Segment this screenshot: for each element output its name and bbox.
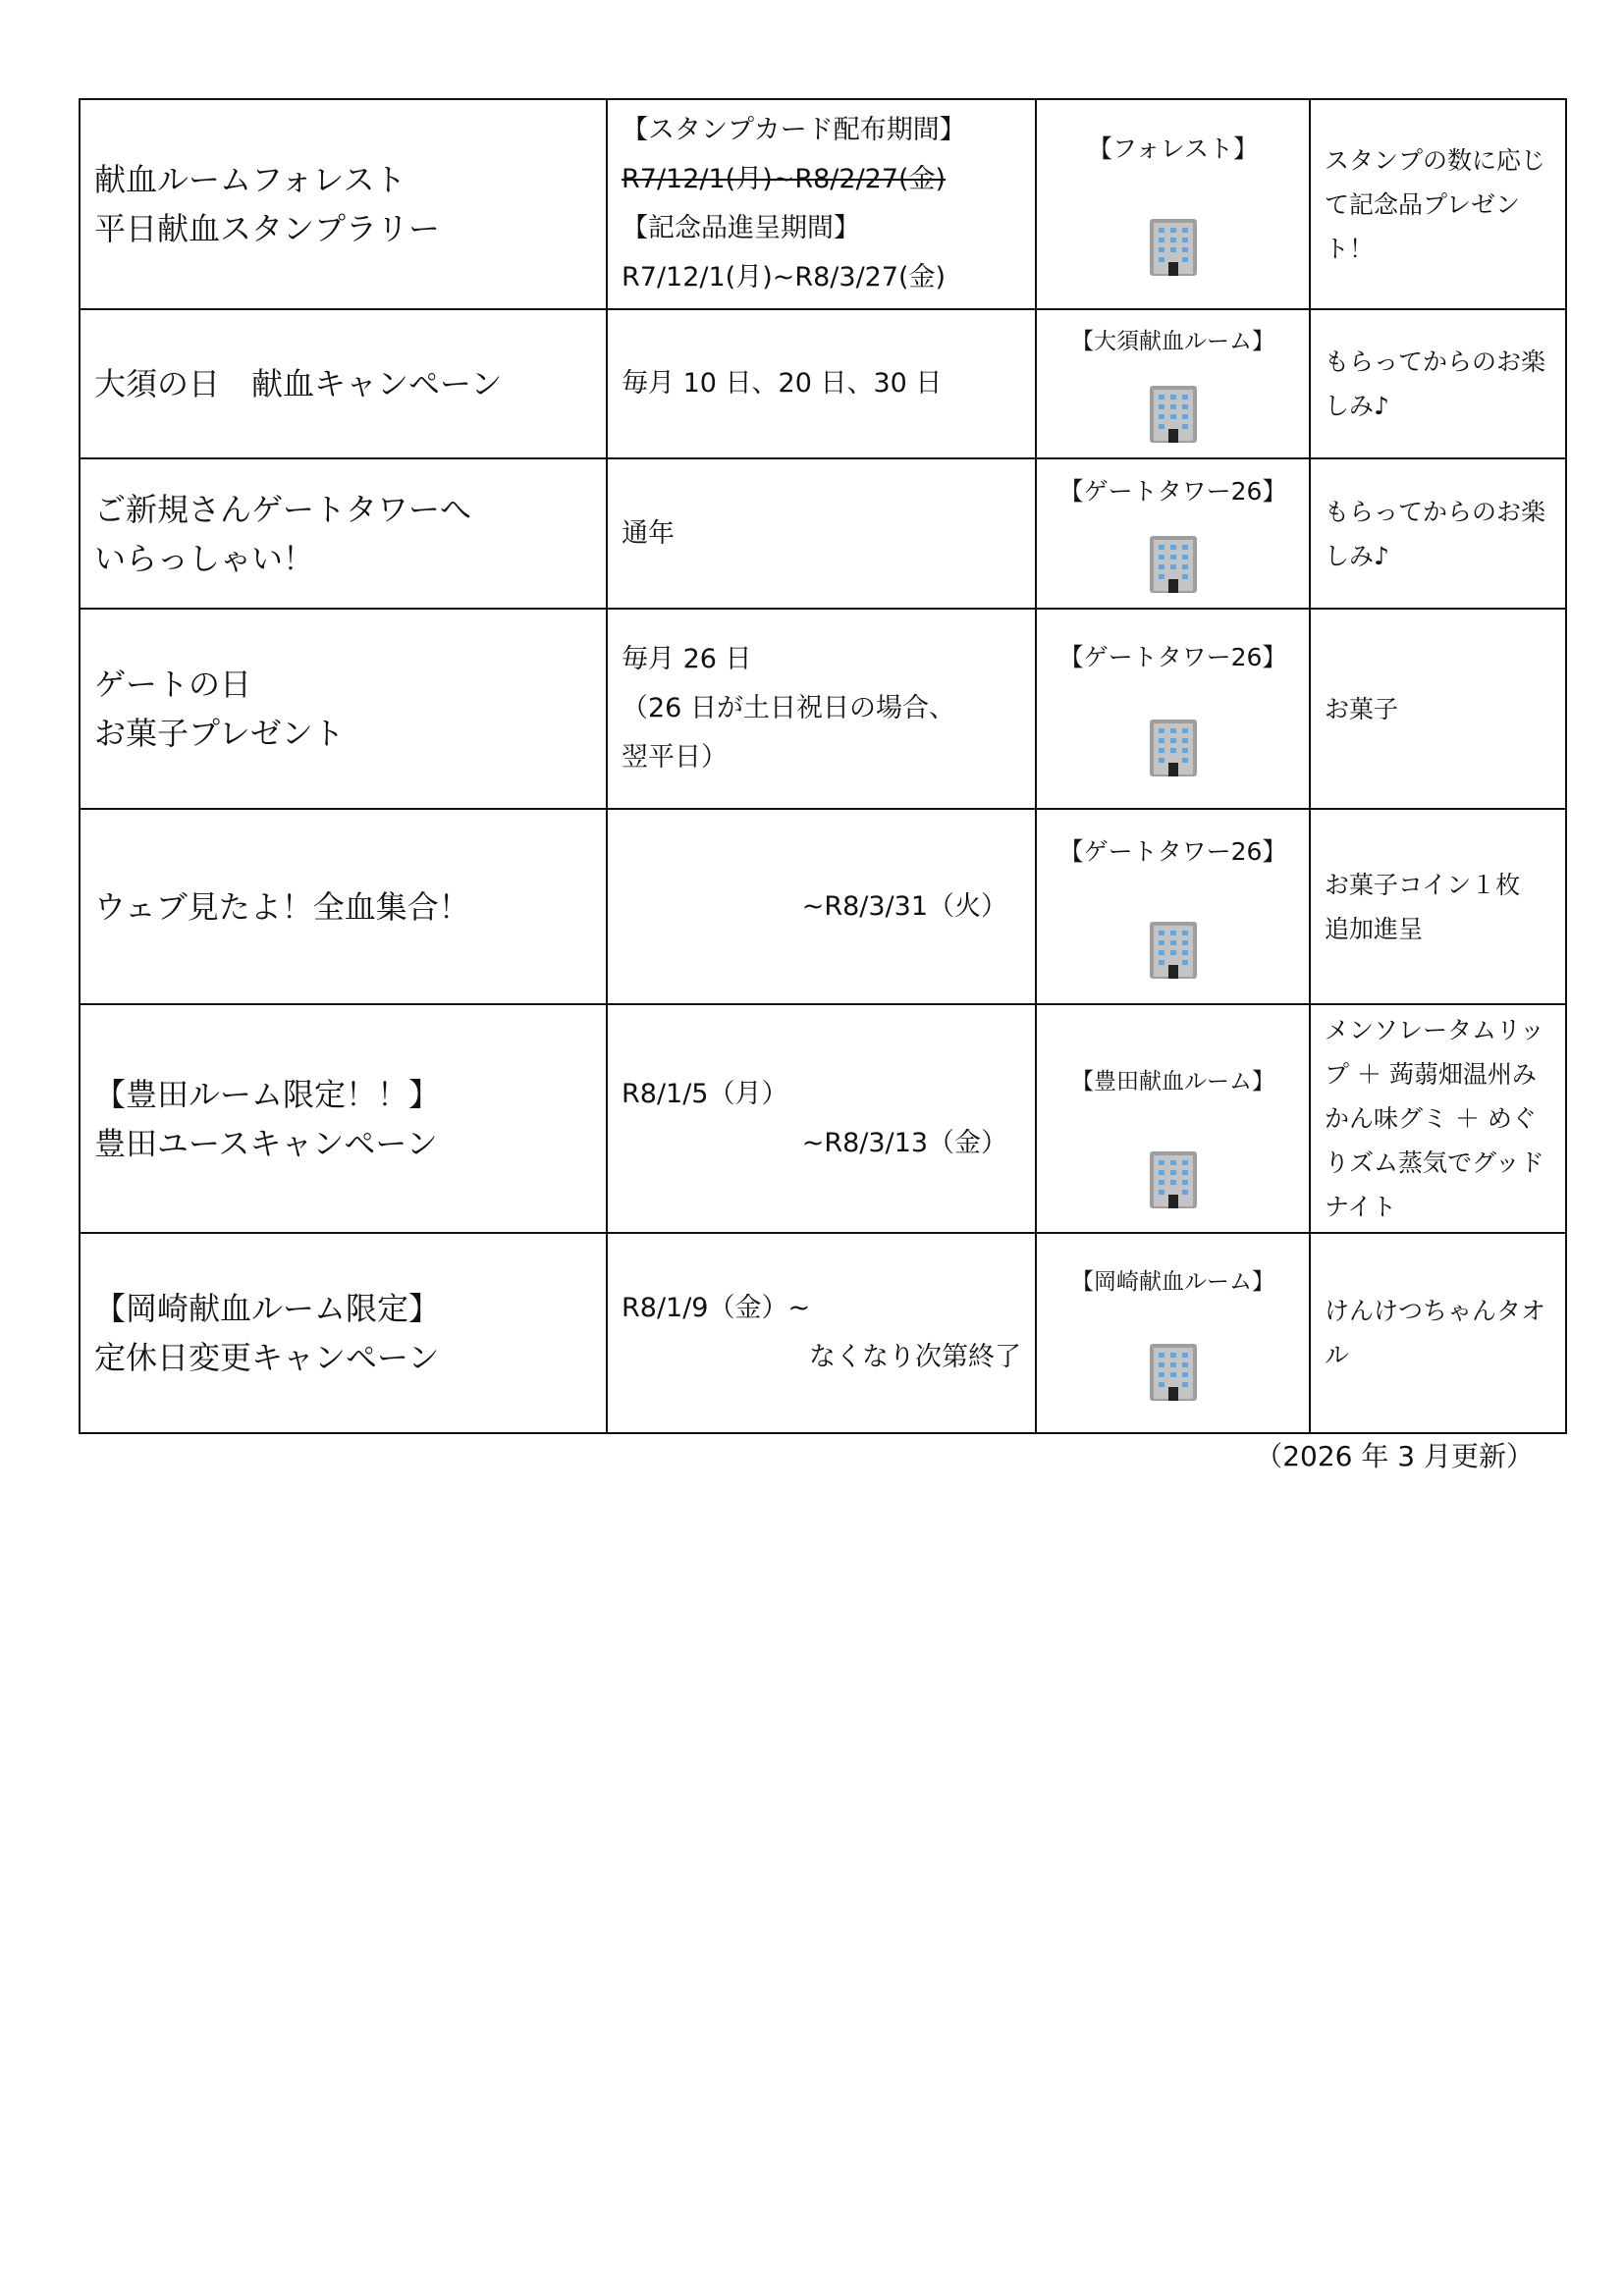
campaign-benefit — [1310, 609, 1566, 809]
period-line: （26 日が土日祝日の場合、 — [622, 693, 955, 723]
campaign-name — [80, 458, 607, 609]
campaign-benefit — [1310, 1233, 1566, 1433]
period-line: ~R8/3/13（金） — [801, 1127, 1007, 1158]
building-icon — [1144, 1146, 1203, 1208]
campaign-period — [607, 309, 1036, 458]
period-line: R8/1/9（金）~ — [622, 1293, 811, 1323]
campaign-location — [1036, 1004, 1310, 1233]
updated-date: （2026 年 3 月更新） — [1255, 1440, 1534, 1472]
campaign-name-line: 大須の日 献血キャンペーン — [94, 365, 503, 402]
period-line: なくなり次第終了 — [809, 1342, 1021, 1372]
location-label: 【豊田献血ルーム】 — [1071, 1068, 1274, 1095]
campaign-name — [80, 309, 607, 458]
campaign-name — [80, 809, 607, 1004]
campaign-name-line: 【豊田ルーム限定！！】 — [94, 1075, 441, 1113]
period-line: 毎月 10 日、20 日、30 日 — [622, 368, 943, 399]
period-line: ~R8/3/31（火） — [801, 890, 1007, 922]
location-label: 【ゲートタワー26】 — [1058, 643, 1287, 671]
campaign-name-line: 豊田ユースキャンペーン — [94, 1124, 438, 1162]
campaign-location — [1036, 1233, 1310, 1433]
table-row — [80, 609, 1566, 809]
benefit-line: かん味グミ ＋ めぐ — [1325, 1104, 1537, 1133]
benefit-line: ル — [1325, 1341, 1350, 1369]
building-icon — [1144, 714, 1203, 776]
table-row — [80, 309, 1566, 458]
campaign-benefit — [1310, 809, 1566, 1004]
campaign-table — [79, 98, 1567, 1434]
building-icon — [1144, 380, 1203, 443]
campaign-location — [1036, 809, 1310, 1004]
campaign-location — [1036, 609, 1310, 809]
campaign-name-line: 平日献血スタンプラリー — [94, 210, 441, 247]
building-icon — [1144, 213, 1203, 276]
building-icon — [1144, 1338, 1203, 1401]
campaign-name-line: 献血ルームフォレスト — [94, 161, 406, 198]
building-icon — [1144, 916, 1203, 979]
campaign-name — [80, 1233, 607, 1433]
benefit-line: けんけつちゃんタオ — [1325, 1297, 1546, 1325]
campaign-name-line: いらっしゃい！ — [94, 539, 315, 577]
benefit-line: ト！ — [1325, 234, 1375, 263]
location-label: 【ゲートタワー26】 — [1058, 836, 1287, 866]
campaign-name — [80, 1004, 607, 1233]
campaign-benefit — [1310, 1004, 1566, 1233]
campaign-name-line: 【岡崎献血ルーム限定】 — [94, 1290, 441, 1327]
benefit-line: メンソレータムリッ — [1325, 1016, 1545, 1044]
campaign-name — [80, 609, 607, 809]
table-row — [80, 99, 1566, 309]
benefit-line: もらってからのお楽 — [1325, 497, 1546, 526]
period-line: R8/1/5（月） — [622, 1078, 788, 1109]
benefit-line: プ ＋ 蒟蒻畑温州み — [1325, 1060, 1537, 1089]
campaign-period — [607, 1004, 1036, 1233]
benefit-line: スタンプの数に応じ — [1325, 145, 1546, 175]
period-line: 通年 — [622, 517, 675, 549]
campaign-period — [607, 809, 1036, 1004]
table-row — [80, 809, 1566, 1004]
table-row — [80, 1233, 1566, 1433]
location-label: 【フォレスト】 — [1087, 134, 1258, 163]
campaign-name — [80, 99, 607, 309]
benefit-line: ナイト — [1325, 1193, 1397, 1221]
building-icon — [1144, 530, 1203, 593]
location-label: 【岡崎献血ルーム】 — [1071, 1269, 1274, 1295]
benefit-line: お菓子 — [1325, 694, 1399, 723]
location-label: 【大須献血ルーム】 — [1071, 329, 1274, 354]
period-line: 翌平日） — [622, 742, 728, 773]
campaign-benefit — [1310, 99, 1566, 309]
period-line: 毎月 26 日 — [622, 644, 752, 674]
benefit-line: て記念品プレゼン — [1325, 189, 1521, 219]
period-line-struck: R7/12/1(月)~R8/2/27(金) — [622, 164, 947, 194]
period-line: 【記念品進呈期間】 — [622, 213, 860, 243]
table-row — [80, 1004, 1566, 1233]
campaign-name-line: ウェブ見たよ！全血集合！ — [94, 887, 470, 926]
benefit-line: お菓子コイン１枚 — [1325, 870, 1521, 899]
benefit-line: もらってからのお楽 — [1325, 347, 1546, 376]
campaign-period — [607, 609, 1036, 809]
campaign-period — [607, 1233, 1036, 1433]
benefit-line: しみ♪ — [1325, 541, 1389, 570]
campaign-location — [1036, 458, 1310, 609]
benefit-line: しみ♪ — [1325, 392, 1389, 420]
campaign-location — [1036, 99, 1310, 309]
campaign-benefit — [1310, 458, 1566, 609]
period-line: R7/12/1(月)~R8/3/27(金) — [622, 262, 947, 293]
benefit-line: 追加進呈 — [1325, 914, 1424, 943]
campaign-name-line: ご新規さんゲートタワーへ — [94, 490, 472, 528]
campaign-name-line: ゲートの日 — [94, 666, 252, 703]
campaign-benefit — [1310, 309, 1566, 458]
campaign-name-line: 定休日変更キャンペーン — [94, 1339, 440, 1376]
campaign-period — [607, 99, 1036, 309]
campaign-name-line: お菓子プレゼント — [94, 715, 345, 752]
benefit-line: りズム蒸気でグッド — [1325, 1148, 1544, 1177]
table-row — [80, 458, 1566, 609]
location-label: 【ゲートタワー26】 — [1058, 476, 1287, 506]
period-line: 【スタンプカード配布期間】 — [622, 115, 966, 145]
campaign-location — [1036, 309, 1310, 458]
campaign-period — [607, 458, 1036, 609]
